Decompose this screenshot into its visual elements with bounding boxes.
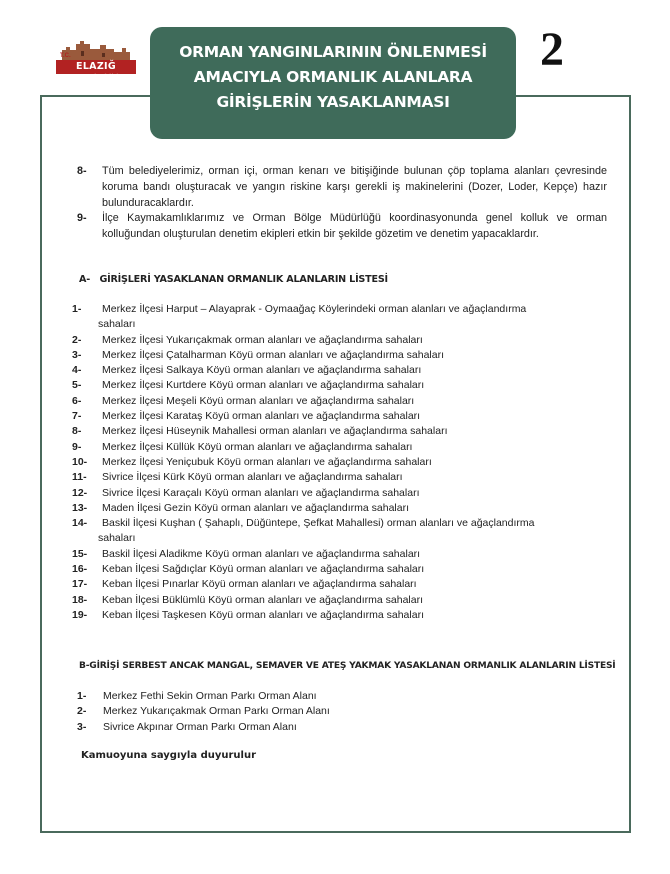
list-b bbox=[77, 689, 577, 735]
list-item: 9- Merkez İlçesi Küllük Köyü orman alanları ve ağaçlandırma sahaları bbox=[72, 440, 413, 453]
list-item: 14- Baskil İlçesi Kuşhan ( Şahaplı, Düğüntepe, Şefkat Mahallesi) orman alanları ve ağaçlandırma sahaları bbox=[72, 517, 535, 545]
list-item: 13- Maden İlçesi Gezin Köyü orman alanları ve ağaçlandırma sahaları bbox=[72, 501, 409, 514]
list-item: 18- Keban İlçesi Büklümlü Köyü orman alanları ve ağaçlandırma sahaları bbox=[72, 593, 424, 606]
elazig-valiligi-logo bbox=[56, 40, 136, 86]
list-item: 16- Keban İlçesi Sağdıçlar Köyü orman alanları ve ağaçlandırma sahaları bbox=[72, 563, 425, 576]
title-line-2: AMACIYLA ORMANLIK ALANLARA bbox=[193, 68, 473, 86]
list-item: 4- Merkez İlçesi Salkaya Köyü orman alanları ve ağaçlandırma sahaları bbox=[72, 364, 422, 377]
paragraph-text: Tüm belediyelerimiz, orman içi, orman kenarı ve bitişiğinde bulunan çöp toplama alanları çevresinde koruma bandı oluşturacak ve yangın riskine karşı gerekli iş makinelerini (Dozer, Loder, Kepçe) hazır bulunduracaklardır. bbox=[102, 165, 607, 209]
list-item: 3- Merkez İlçesi Çatalharman Köyü orman alanları ve ağaçlandırma sahaları bbox=[72, 348, 444, 361]
list-item: 19- Keban İlçesi Taşkesen Köyü orman alanları ve ağaçlandırma sahaları bbox=[72, 608, 424, 621]
list-item: 2- Merkez İlçesi Yukarıçakmak orman alanları ve ağaçlandırma sahaları bbox=[72, 333, 423, 346]
list-item: 11- Sivrice İlçesi Kürk Köyü orman alanları ve ağaçlandırma sahaları bbox=[72, 471, 403, 484]
closing-text: Kamuoyuna saygıyla duyurulur bbox=[81, 750, 257, 761]
paragraph-text: İlçe Kaymakamlıklarımız ve Orman Bölge Müdürlüğü koordinasyonunda genel kolluk ve orman kolluğundan oluşturulan denetim ekipleri etkin bir şekilde gözetim ve denetim yapacaklardır. bbox=[102, 212, 607, 240]
logo-label: ELAZIĞ VALİLİĞİ bbox=[56, 60, 136, 74]
list-item: 3- Sivrice Akpınar Orman Parkı Orman Alanı bbox=[77, 720, 297, 733]
list-a bbox=[72, 302, 612, 623]
title-line-1: ORMAN YANGINLARININ ÖNLENMESİ bbox=[179, 43, 487, 61]
list-item: 2- Merkez Yukarıçakmak Orman Parkı Orman Alanı bbox=[77, 705, 330, 718]
page-title bbox=[150, 27, 516, 139]
section-a-prefix: A- bbox=[79, 274, 91, 285]
list-item: 7- Merkez İlçesi Karataş Köyü orman alanları ve ağaçlandırma sahaları bbox=[72, 410, 421, 423]
section-b-heading: B-GİRİŞİ SERBEST ANCAK MANGAL, SEMAVER VE ATEŞ YAKMAK YASAKLANAN ORMANLIK ALANLARIN LİSTESİ bbox=[79, 661, 616, 671]
section-a-title: GİRİŞLERİ YASAKLANAN ORMANLIK ALANLARIN LİSTESİ bbox=[99, 274, 388, 285]
paragraph-number: 9- bbox=[77, 212, 87, 224]
list-item: 5- Merkez İlçesi Kurtdere Köyü orman alanları ve ağaçlandırma sahaları bbox=[72, 379, 425, 392]
list-item: 6- Merkez İlçesi Meşeli Köyü orman alanları ve ağaçlandırma sahaları bbox=[72, 394, 415, 407]
list-item: 1- Merkez İlçesi Harput – Alayaprak - Oymaağaç Köylerindeki orman alanları ve ağaçlandırma sahaları bbox=[72, 303, 527, 331]
list-item: 17- Keban İlçesi Pınarlar Köyü orman alanları ve ağaçlandırma sahaları bbox=[72, 578, 417, 591]
section-a-heading bbox=[79, 274, 388, 285]
list-item: 15- Baskil İlçesi Aladikme Köyü orman alanları ve ağaçlandırma sahaları bbox=[72, 547, 421, 560]
paragraph-8 bbox=[77, 163, 607, 211]
paragraph-9 bbox=[77, 210, 607, 242]
page-number: 2 bbox=[540, 23, 564, 76]
list-item: 10- Merkez İlçesi Yeniçubuk Köyü orman alanları ve ağaçlandırma sahaları bbox=[72, 455, 432, 468]
title-line-3: GİRİŞLERİN YASAKLANMASI bbox=[216, 93, 450, 111]
paragraph-number: 8- bbox=[77, 165, 87, 177]
list-item: 12- Sivrice İlçesi Karaçalı Köyü orman alanları ve ağaçlandırma sahaları bbox=[72, 486, 420, 499]
list-item: 8- Merkez İlçesi Hüseynik Mahallesi orman alanları ve ağaçlandırma sahaları bbox=[72, 425, 448, 438]
logo-prefix: T.C. bbox=[60, 53, 71, 59]
list-item: 1- Merkez Fethi Sekin Orman Parkı Orman Alanı bbox=[77, 690, 317, 702]
